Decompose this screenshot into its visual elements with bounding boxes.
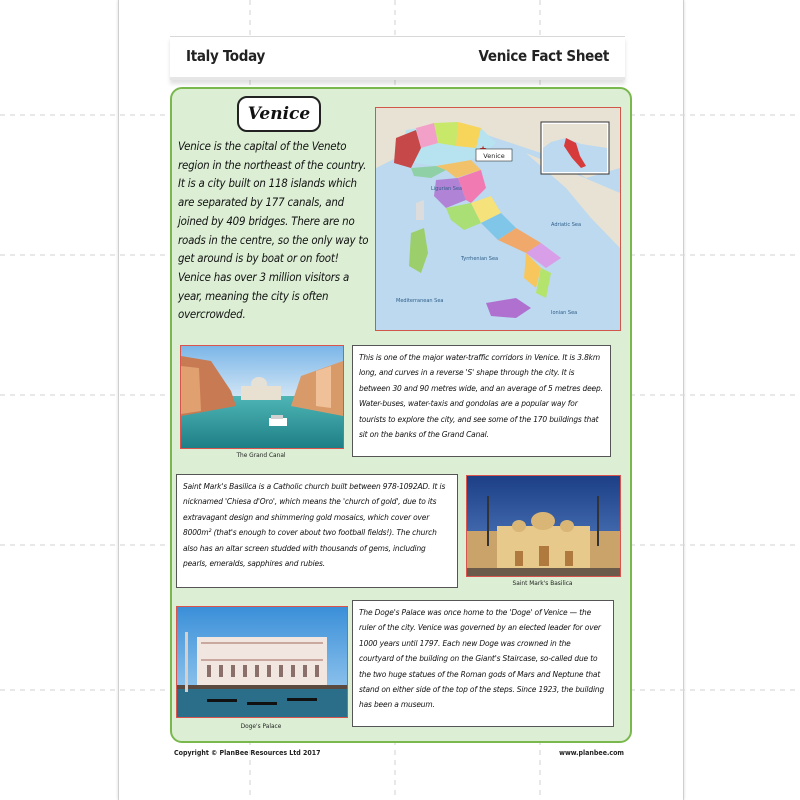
st-marks-photo <box>466 475 621 577</box>
grand-canal-photo <box>180 345 344 449</box>
grand-canal-caption: The Grand Canal <box>236 451 286 459</box>
map-label-adriatic: Adriatic Sea <box>551 222 582 228</box>
st-marks-text: Saint Mark's Basilica is a Catholic church built between 978-1092AD. It is nicknamed 'Chiesa d'Oro', which means the 'church of gold', due to its extravagant design and shimmering gold mosaics, which cover over 8000m² (that's enough to cover about two football fields!). The church also has an altar screen studded with thousands of gems, including pearls, emeralds, sapphires and rubies. <box>176 474 458 588</box>
doges-palace-text: The Doge's Palace was once home to the 'Doge' of Venice — the ruler of the city. Venice was governed by an elected leader for over 1000 years until 1797. Each new Doge was crowned in the courtyard of the building on the Giant's Staircase, so-called due to the two huge statues of the Roman gods of Mars and Neptune that stand on either side of the top of the steps. Since 1923, the building has been a museum. <box>352 600 614 727</box>
grand-canal-text: This is one of the major water-traffic corridors in Venice. It is 3.8km long, and curves in a reverse 'S' shape through the city. It is between 30 and 90 metres wide, and an average of 5 metres deep. Water-buses, water-taxis and gondolas are a popular way for tourists to explore the city, and see some of the 170 buildings that sit on the banks of the Grand Canal. <box>352 345 611 457</box>
page-title: Venice <box>237 96 321 132</box>
header-bar <box>170 36 625 80</box>
website-link[interactable]: www.planbee.com <box>559 749 624 757</box>
map-label-mediterranean: Mediterranean Sea <box>396 298 444 304</box>
intro-paragraph: Venice is the capital of the Veneto region in the northeast of the country. It is a city built on 118 islands which are separated by 177 canals, and joined by 409 bridges. There are no roads in the centre, so the only way to get around is by boat or on foot! Venice has over 3 million visitors a year, meaning the city is often overcrowded. <box>178 139 369 322</box>
copyright-text: Copyright © PlanBee Resources Ltd 2017 <box>174 749 321 757</box>
map-label-tyrrhenian: Tyrrhenian Sea <box>461 256 499 262</box>
st-marks-caption: Saint Mark's Basilica <box>512 579 573 587</box>
header-right-title: Venice Fact Sheet <box>478 47 609 65</box>
doges-palace-caption: Doge's Palace <box>240 722 282 730</box>
doges-palace-photo <box>176 606 348 718</box>
italy-map <box>375 107 621 331</box>
header-left-title: Italy Today <box>186 47 265 65</box>
map-label-venice: Venice <box>483 152 505 160</box>
map-label-ligurian: Ligurian Sea <box>431 186 463 192</box>
map-label-ionian: Ionian Sea <box>551 310 578 316</box>
